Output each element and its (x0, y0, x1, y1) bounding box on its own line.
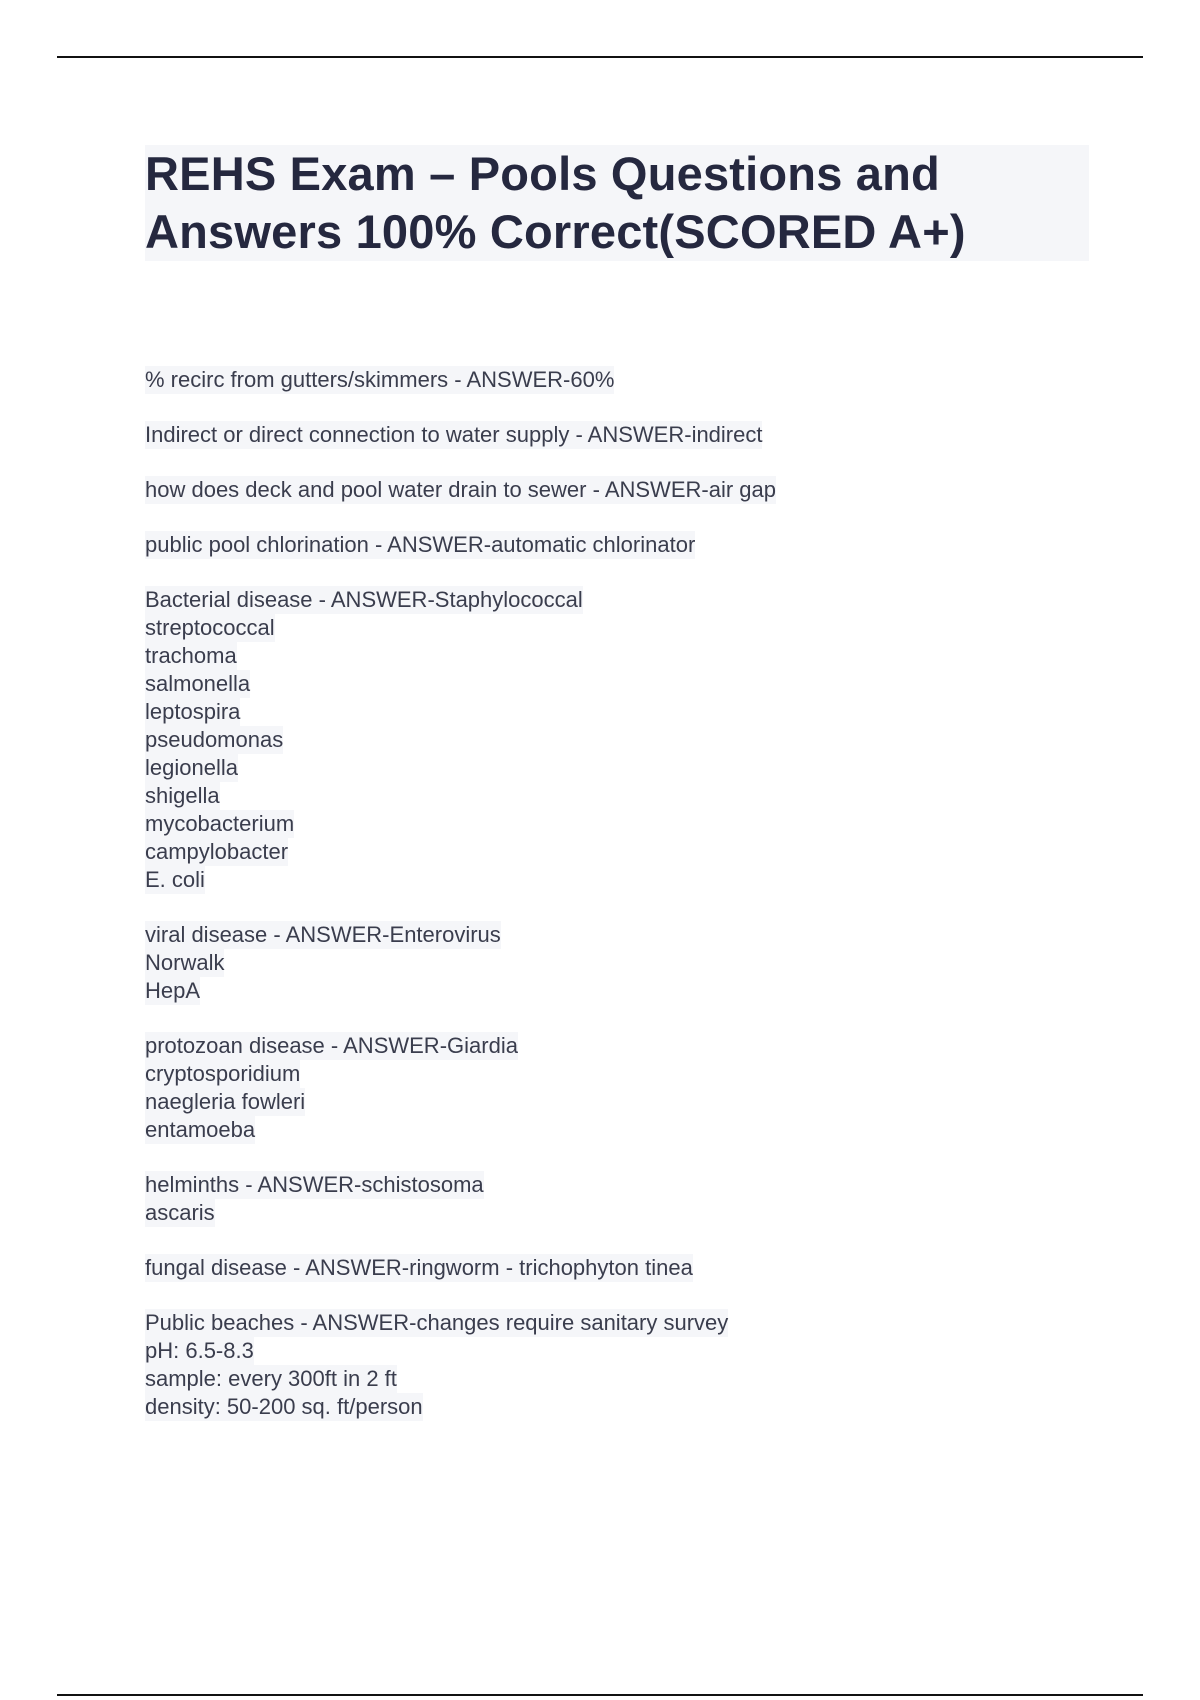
answer-text: Enterovirus (389, 922, 501, 947)
answer-text: Staphylococcal (434, 587, 583, 612)
answer-separator: - ANSWER- (239, 1172, 362, 1197)
qa-question-line (145, 366, 614, 394)
answer-line: pseudomonas (145, 727, 284, 752)
qa-question-line (145, 921, 501, 949)
answer-line: pH: 6.5-8.3 (145, 1338, 254, 1363)
answer-text: automatic chlorinator (491, 532, 696, 557)
answer-line: streptococcal (145, 615, 275, 640)
question-text: protozoan disease (145, 1033, 325, 1058)
question-text: % recirc from gutters/skimmers (145, 367, 449, 392)
answer-separator: - ANSWER- (569, 422, 692, 447)
answer-line: cryptosporidium (145, 1061, 301, 1086)
document-title: REHS Exam – Pools Questions and Answers 100% Correct(SCORED A+) (145, 147, 966, 258)
answer-line: mycobacterium (145, 811, 295, 836)
qa-item (145, 1254, 1095, 1282)
answer-separator: - ANSWER- (312, 587, 435, 612)
qa-item (145, 921, 1095, 1005)
question-text: helminths (145, 1172, 240, 1197)
answer-separator: - ANSWER- (294, 1310, 417, 1335)
answer-text: schistosoma (361, 1172, 484, 1197)
qa-item (145, 1309, 1095, 1421)
qa-item (145, 531, 1095, 559)
qa-question-line (145, 1309, 728, 1337)
title-block (145, 145, 1089, 261)
qa-list (145, 366, 1095, 1448)
answer-line: E. coli (145, 867, 205, 892)
question-text: how does deck and pool water drain to sewer (145, 477, 587, 502)
qa-item (145, 586, 1095, 894)
answer-separator: - ANSWER- (324, 1033, 448, 1058)
answer-line: campylobacter (145, 839, 289, 864)
qa-item (145, 421, 1095, 449)
answer-line: legionella (145, 755, 238, 780)
qa-question-line (145, 1032, 518, 1060)
answer-separator: - ANSWER- (286, 1255, 410, 1280)
qa-question-line (145, 1171, 484, 1199)
answer-line: ascaris (145, 1200, 215, 1225)
answer-separator: - ANSWER- (448, 367, 571, 392)
qa-question-line (145, 421, 762, 449)
bottom-divider (57, 1694, 1143, 1696)
question-text: public pool chlorination (145, 532, 369, 557)
qa-item (145, 1032, 1095, 1144)
answer-text: ringworm - trichophyton tinea (409, 1255, 693, 1280)
question-text: Public beaches (145, 1310, 295, 1335)
answer-line: Norwalk (145, 950, 225, 975)
qa-item (145, 366, 1095, 394)
answer-line: entamoeba (145, 1117, 256, 1142)
answer-text: changes require sanitary survey (416, 1310, 729, 1335)
qa-item (145, 1171, 1095, 1227)
qa-question-line (145, 586, 583, 614)
qa-question-line (145, 531, 695, 559)
answer-line: sample: every 300ft in 2 ft (145, 1366, 397, 1391)
answer-text: Giardia (447, 1033, 518, 1058)
question-text: Bacterial disease (145, 587, 313, 612)
qa-item (145, 476, 1095, 504)
answer-line: leptospira (145, 699, 241, 724)
answer-line: salmonella (145, 671, 251, 696)
answer-line: shigella (145, 783, 220, 808)
answer-separator: - ANSWER- (586, 477, 709, 502)
question-text: viral disease (145, 922, 268, 947)
answer-text: air gap (708, 477, 776, 502)
answer-line: trachoma (145, 643, 237, 668)
question-text: Indirect or direct connection to water supply (145, 422, 570, 447)
qa-question-line (145, 476, 776, 504)
top-divider (57, 56, 1143, 58)
answer-text: indirect (691, 422, 763, 447)
answer-separator: - ANSWER- (267, 922, 390, 947)
answer-line: density: 50-200 sq. ft/person (145, 1394, 423, 1419)
answer-line: HepA (145, 978, 201, 1003)
answer-separator: - ANSWER- (368, 532, 492, 557)
question-text: fungal disease (145, 1255, 287, 1280)
answer-text: 60% (570, 367, 615, 392)
qa-question-line (145, 1254, 693, 1282)
answer-line: naegleria fowleri (145, 1089, 306, 1114)
